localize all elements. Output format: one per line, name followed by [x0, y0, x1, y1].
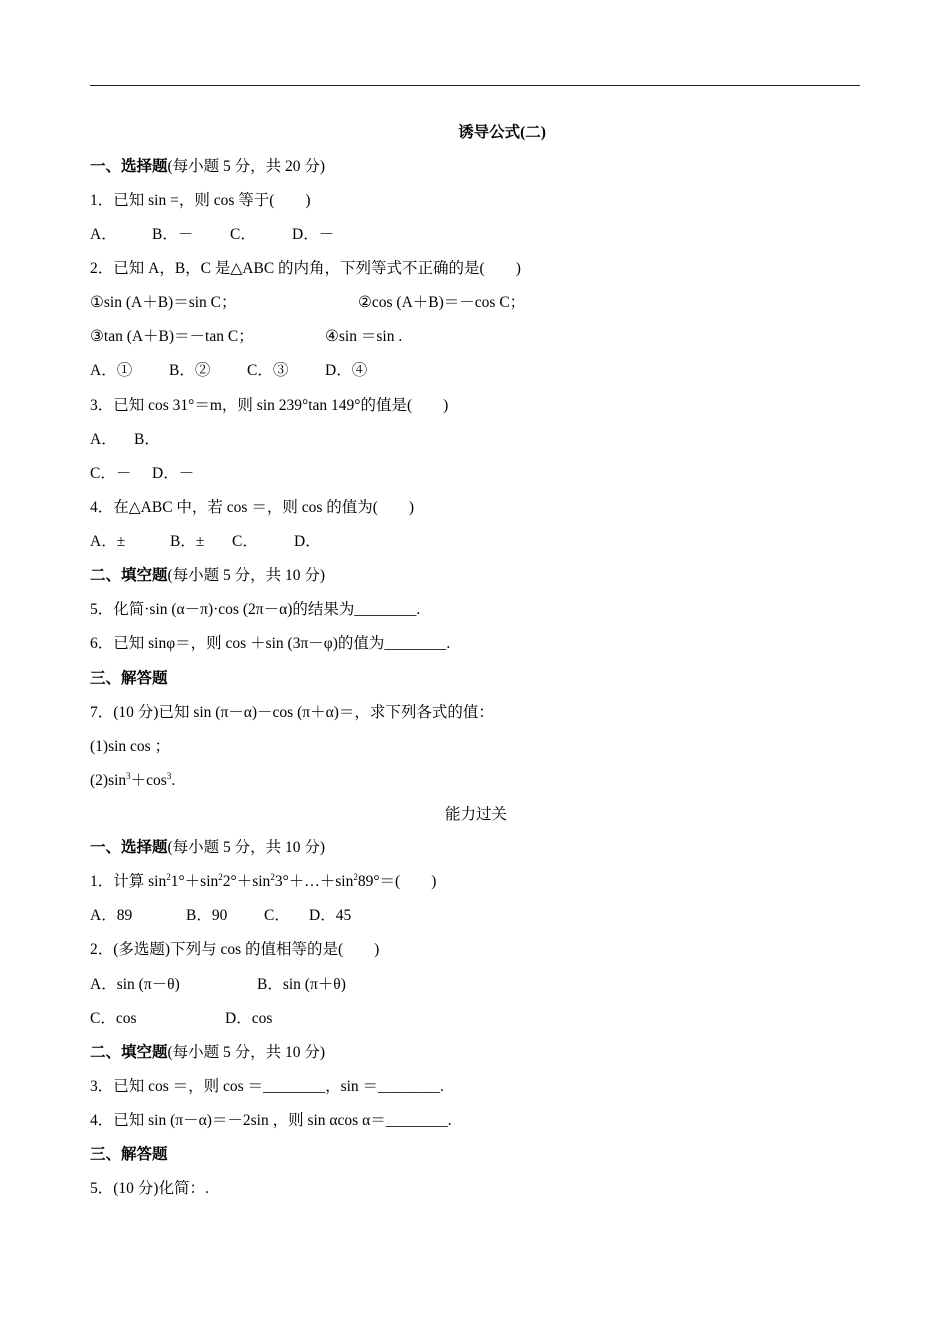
statement-3: ③tan (A＋B)＝－tan C； — [90, 328, 254, 345]
option-c: C．③ — [247, 362, 289, 379]
exponent: 2 — [270, 872, 275, 882]
option-c: C． — [232, 533, 258, 550]
option-d: D．④ — [325, 362, 368, 379]
text: 2°＋sin — [222, 873, 271, 890]
option-b: B．－ — [152, 226, 194, 243]
question-4: 4．在△ABC 中，若 cos ＝，则 cos 的值为( ) — [90, 499, 415, 516]
section-note: (每小题 5 分，共 10 分) — [167, 839, 326, 856]
text: ＋cos — [130, 772, 167, 789]
section-note: (每小题 5 分，共 20 分) — [167, 158, 326, 175]
exponent: 3 — [126, 771, 131, 781]
section-heading-answer: 三、解答题 — [90, 670, 168, 687]
practice-2-options-row2 — [90, 1009, 272, 1029]
text: 1．计算 sin — [90, 873, 167, 890]
section-subtitle: 能力过关 — [444, 806, 507, 823]
page-title: 诱导公式(二) — [458, 124, 546, 141]
question-1: 1．已知 sin =，则 cos 等于( ) — [90, 192, 311, 209]
practice-3: 3．已知 cos ＝，则 cos ＝________，sin ＝________. — [90, 1078, 444, 1095]
text: . — [171, 772, 176, 789]
option-b: B．± — [170, 533, 205, 550]
question-4-options — [90, 532, 321, 552]
option-a: A．± — [90, 533, 126, 550]
text: (2)sin — [90, 772, 127, 789]
section-heading-fill — [90, 566, 325, 586]
section-label: 一、选择题 — [90, 158, 168, 175]
section-heading-answer-2: 三、解答题 — [90, 1146, 168, 1163]
question-3-options-row1 — [90, 430, 160, 450]
option-b: B．90 — [186, 907, 228, 924]
question-7: 7．(10 分)已知 sin (π－α)－cos (π＋α)＝，求下列各式的值： — [90, 704, 494, 721]
statement-2: ②cos (A＋B)＝－cos C； — [358, 294, 526, 311]
option-b: B．② — [169, 362, 211, 379]
option-c: C．－ — [90, 465, 132, 482]
exponent: 2 — [353, 872, 358, 882]
option-c: C． — [230, 226, 256, 243]
question-2: 2．已知 A，B，C 是△ABC 的内角，下列等式不正确的是( ) — [90, 260, 521, 277]
option-d: D．－ — [292, 226, 335, 243]
option-c: C．cos — [90, 1010, 137, 1027]
option-a: A． — [90, 226, 117, 243]
option-a: A．89 — [90, 907, 133, 924]
option-d: D．－ — [152, 465, 195, 482]
text: 3°＋…＋sin — [274, 873, 354, 890]
option-d: D． — [294, 533, 321, 550]
question-3-options-row2 — [90, 464, 194, 484]
question-7-part-1: (1)sin cos ； — [90, 738, 171, 755]
section-label: 二、填空题 — [90, 1044, 168, 1061]
question-3: 3．已知 cos 31°＝m，则 sin 239°tan 149°的值是( ) — [90, 397, 449, 414]
practice-5: 5．(10 分)化简：. — [90, 1180, 209, 1197]
option-a: A．sin (π－θ) — [90, 976, 180, 993]
section-label: 一、选择题 — [90, 839, 168, 856]
statement-4: ④sin ＝sin . — [325, 328, 403, 345]
exponent: 2 — [218, 872, 223, 882]
practice-2-options-row1 — [90, 975, 346, 995]
option-a: A． — [90, 431, 117, 448]
practice-2: 2．(多选题)下列与 cos 的值相等的是( ) — [90, 941, 380, 958]
section-heading-choice-2 — [90, 838, 325, 858]
option-d: D．cos — [225, 1010, 273, 1027]
section-note: (每小题 5 分，共 10 分) — [167, 1044, 326, 1061]
question-2-options — [90, 361, 367, 381]
statement-1: ①sin (A＋B)＝sin C； — [90, 294, 237, 311]
option-b: B．sin (π＋θ) — [257, 976, 346, 993]
option-b: B． — [134, 431, 160, 448]
practice-4: 4．已知 sin (π－α)＝－2sin ，则 sin αcos α＝________. — [90, 1112, 452, 1129]
question-7-part-2 — [90, 771, 175, 791]
question-2-statements-row2 — [90, 327, 402, 347]
header-rule — [90, 85, 860, 86]
question-5: 5．化简·sin (α－π)·cos (2π－α)的结果为________. — [90, 601, 421, 618]
section-heading-choice — [90, 157, 325, 177]
option-a: A．① — [90, 362, 133, 379]
option-d: D．45 — [309, 907, 352, 924]
practice-1 — [90, 872, 436, 892]
practice-1-options — [90, 906, 351, 926]
section-note: (每小题 5 分，共 10 分) — [167, 567, 326, 584]
text: 89°＝( ) — [357, 873, 437, 890]
option-c: C． — [264, 907, 290, 924]
exponent: 2 — [166, 872, 171, 882]
question-2-statements-row1 — [90, 293, 525, 313]
section-label: 二、填空题 — [90, 567, 168, 584]
section-heading-fill-2 — [90, 1043, 325, 1063]
question-6: 6．已知 sinφ＝，则 cos ＋sin (3π－φ)的值为________. — [90, 635, 451, 652]
text: 1°＋sin — [170, 873, 219, 890]
question-1-options — [90, 225, 334, 245]
exponent: 3 — [166, 771, 172, 781]
